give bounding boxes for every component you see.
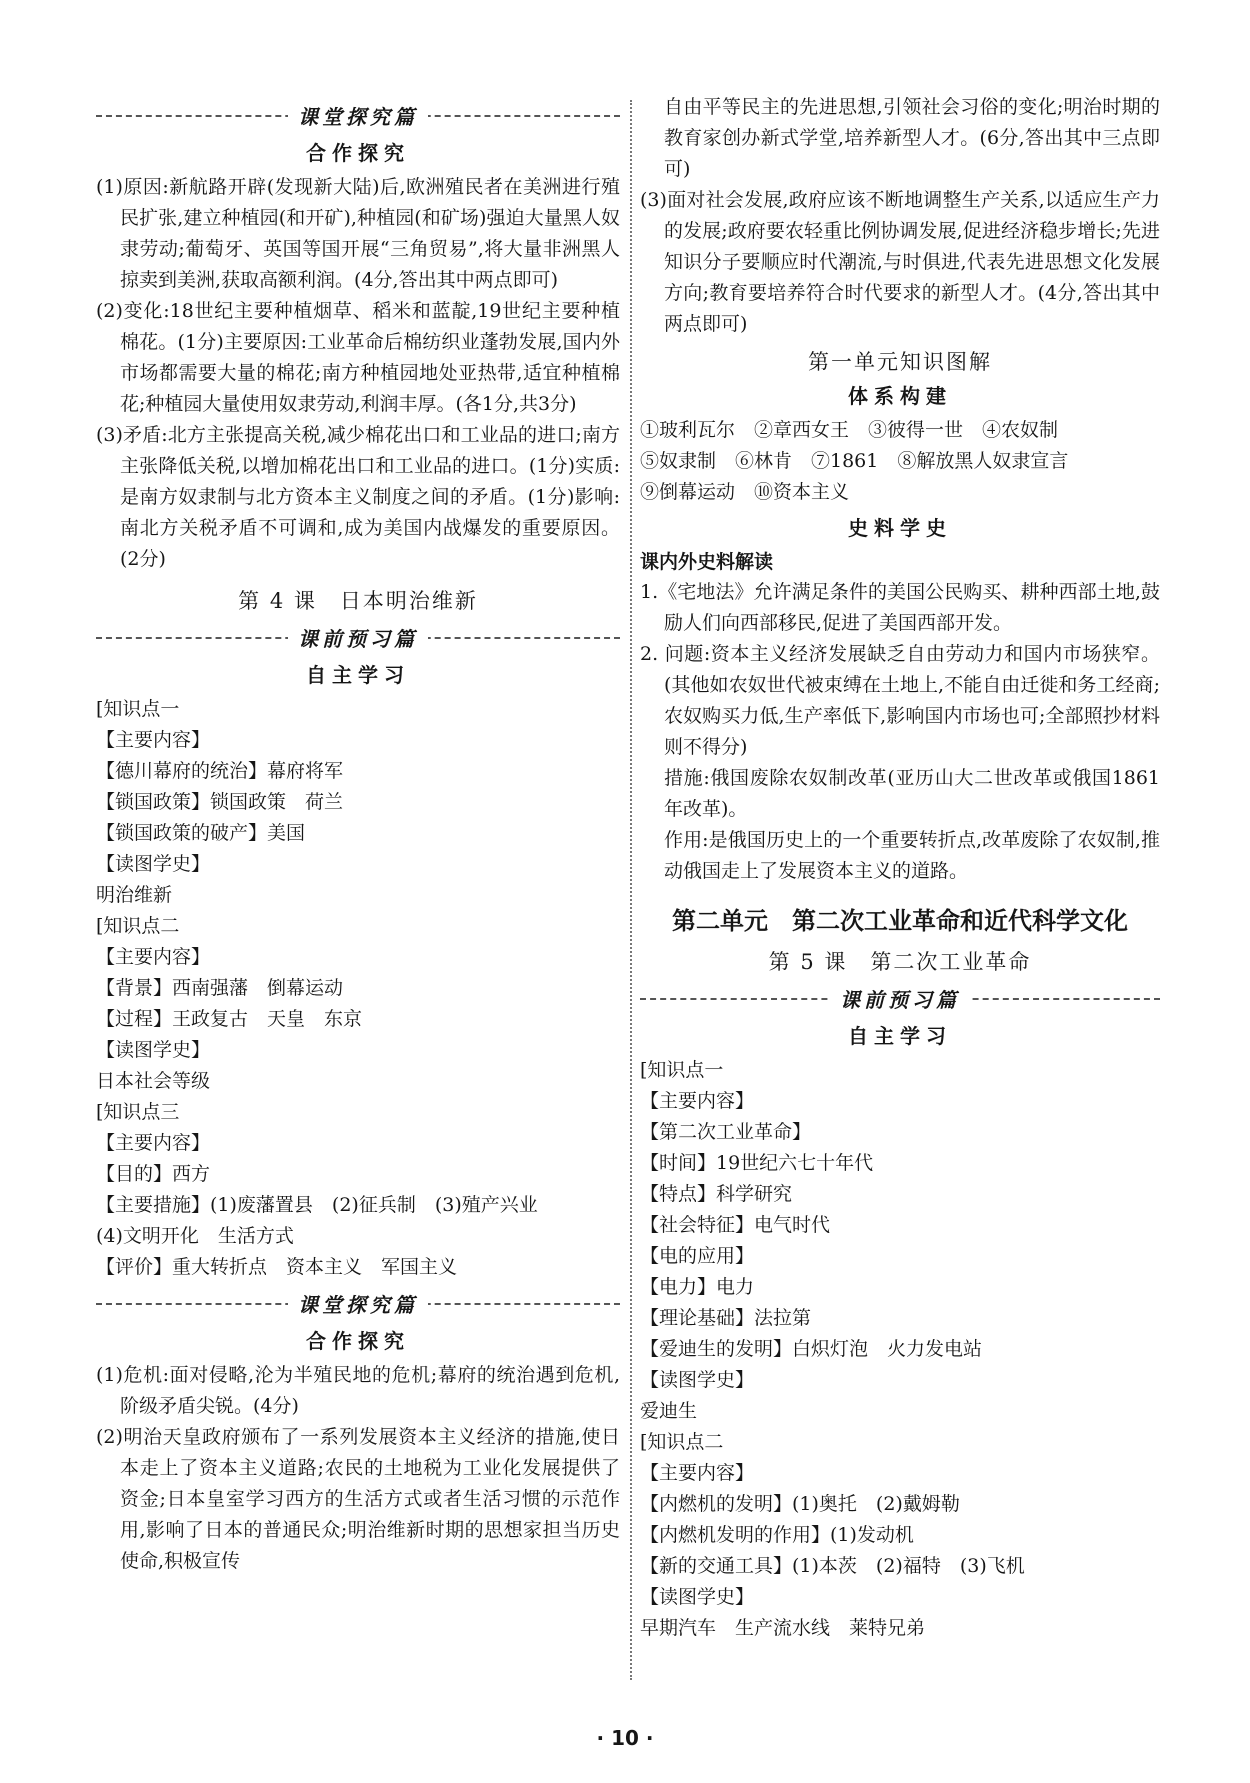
list-item: 【主要内容】 — [640, 1462, 755, 1484]
lesson-title: 第 5 课 第二次工业革命 — [768, 950, 1032, 974]
list-item: 【理论基础】法拉第 — [640, 1307, 812, 1329]
answer-paragraph: (2)明治天皇政府颁布了一系列发展资本主义经济的措施,使日本走上了资本主义道路;农民的土地税为工业化发展提供了资金;日本皇室学习西方的生活方式或者生活习惯的示范作用,影响了日本的普通民众;明治维新时期的思想家担当历史使命,积极宣传 — [96, 1426, 620, 1572]
lesson-title: 第 4 课 日本明治维新 — [238, 589, 478, 613]
right-column — [640, 92, 1160, 1644]
section-header — [96, 101, 620, 129]
list-item: [知识点二 — [640, 1431, 724, 1453]
list-item: 【背景】西南强藩 倒幕运动 — [96, 977, 344, 999]
list-item: (4)文明开化 生活方式 — [96, 1225, 294, 1247]
subsection-title: 合作探究 — [306, 141, 410, 165]
list-item: ⑨倒幕运动 ⑩资本主义 — [640, 481, 850, 503]
answer-paragraph: (3)矛盾:北方主张提高关税,减少棉花出口和工业品的进口;南方主张降低关税,以增加棉花出口和工业品的进口。(1分)实质:是南方奴隶制与北方资本主义制度之间的矛盾。(1分)影响:南北方关税矛盾不可调和,成为美国内战爆发的重要原因。(2分) — [96, 424, 620, 570]
list-item: 【内燃机发明的作用】(1)发动机 — [640, 1524, 914, 1546]
list-item: 【主要内容】 — [96, 1132, 211, 1154]
list-item: [知识点二 — [96, 915, 180, 937]
list-item: 【主要内容】 — [96, 729, 211, 751]
answer-paragraph: 措施:俄国废除农奴制改革(亚历山大二世改革或俄国1861年改革)。 — [664, 767, 1160, 820]
list-item: 【主要内容】 — [640, 1090, 755, 1112]
section-header — [96, 623, 620, 651]
list-item: 【评价】重大转折点 资本主义 军国主义 — [96, 1256, 458, 1278]
list-item: 【过程】王政复古 天皇 东京 — [96, 1008, 363, 1030]
section-title: 课堂探究篇 — [288, 101, 428, 130]
answer-paragraph: (1)原因:新航路开辟(发现新大陆)后,欧洲殖民者在美洲进行殖民扩张,建立种植园(和开矿),种植园(和矿场)强迫大量黑人奴隶劳动;葡萄牙、英国等国开展“三角贸易”,将大量非洲黑人掠卖到美洲,获取高额利润。(4分,答出其中两点即可) — [96, 176, 620, 291]
page-number: · 10 · — [596, 1726, 654, 1750]
answer-paragraph: (2)变化:18世纪主要种植烟草、稻米和蓝靛,19世纪主要种植棉花。(1分)主要原因:工业革命后棉纺织业蓬勃发展,国内外市场都需要大量的棉花;南方种植园地处亚热带,适宜种植棉花;种植园大量使用奴隶劳动,利润丰厚。(各1分,共3分) — [96, 300, 620, 415]
section-title: 课前预习篇 — [288, 623, 428, 652]
answer-paragraph: (3)面对社会发展,政府应该不断地调整生产关系,以适应生产力的发展;政府要农轻重比例协调发展,促进经济稳步增长;先进知识分子要顺应时代潮流,与时俱进,代表先进思想文化发展方向;教育要培养符合时代要求的新型人才。(4分,答出其中两点即可) — [640, 189, 1160, 335]
answer-paragraph: 作用:是俄国历史上的一个重要转折点,改革废除了农奴制,推动俄国走上了发展资本主义的道路。 — [664, 829, 1160, 882]
subsection-title: 自主学习 — [306, 663, 410, 687]
left-column — [96, 95, 620, 1577]
list-item: 早期汽车 生产流水线 莱特兄弟 — [640, 1617, 926, 1639]
section-title: 课前预习篇 — [830, 984, 970, 1013]
answer-paragraph: 自由平等民主的先进思想,引领社会习俗的变化;明治时期的教育家创办新式学堂,培养新型人才。(6分,答出其中三点即可) — [664, 96, 1160, 180]
section-header — [640, 984, 1160, 1012]
list-item: 【爱迪生的发明】白炽灯泡 火力发电站 — [640, 1338, 983, 1360]
list-item: ①玻利瓦尔 ②章西女王 ③彼得一世 ④农奴制 — [640, 419, 1059, 441]
list-item: 【内燃机的发明】(1)奥托 (2)戴姆勒 — [640, 1493, 960, 1515]
unit-title: 第二单元 第二次工业革命和近代科学文化 — [672, 907, 1128, 935]
list-item: 【读图学史】 — [96, 1039, 211, 1061]
subsection-title: 体系构建 — [848, 384, 952, 408]
section-header — [96, 1289, 620, 1317]
answer-paragraph: 2. 问题:资本主义经济发展缺乏自由劳动力和国内市场狭窄。(其他如农奴世代被束缚在土地上,不能自由迁徙和务工经商;农奴购买力低,生产率低下,影响国内市场也可;全部照抄材料则不得分) — [640, 643, 1160, 758]
list-item: [知识点一 — [640, 1059, 724, 1081]
list-item: 日本社会等级 — [96, 1070, 211, 1092]
subsection-title: 史料学史 — [848, 516, 952, 540]
material-heading: 课内外史料解读 — [640, 551, 774, 573]
list-item: 【读图学史】 — [640, 1369, 755, 1391]
list-item: 【主要内容】 — [96, 946, 211, 968]
answer-paragraph: 1.《宅地法》允许满足条件的美国公民购买、耕种西部土地,鼓励人们向西部移民,促进了美国西部开发。 — [640, 581, 1160, 634]
answer-paragraph: (1)危机:面对侵略,沦为半殖民地的危机;幕府的统治遇到危机,阶级矛盾尖锐。(4分) — [96, 1364, 620, 1417]
list-item: 【德川幕府的统治】幕府将军 — [96, 760, 344, 782]
list-item: 【时间】19世纪六七十年代 — [640, 1152, 874, 1174]
list-item: 【主要措施】(1)废藩置县 (2)征兵制 (3)殖产兴业 — [96, 1194, 538, 1216]
column-divider — [630, 100, 632, 1680]
list-item: 【锁国政策的破产】美国 — [96, 822, 306, 844]
list-item: [知识点一 — [96, 698, 180, 720]
list-item: 【电力】电力 — [640, 1276, 755, 1298]
list-item: 【目的】西方 — [96, 1163, 211, 1185]
list-item: 【读图学史】 — [640, 1586, 755, 1608]
list-item: 【特点】科学研究 — [640, 1183, 793, 1205]
subsection-title: 合作探究 — [306, 1329, 410, 1353]
list-item: 【社会特征】电气时代 — [640, 1214, 831, 1236]
subsection-title: 自主学习 — [848, 1024, 952, 1048]
list-item: 明治维新 — [96, 884, 173, 906]
list-item: 【第二次工业革命】 — [640, 1121, 812, 1143]
list-item: 【电的应用】 — [640, 1245, 755, 1267]
list-item: 【锁国政策】锁国政策 荷兰 — [96, 791, 344, 813]
section-title: 课堂探究篇 — [288, 1289, 428, 1318]
list-item: 【读图学史】 — [96, 853, 211, 875]
unit-map-title: 第一单元知识图解 — [808, 350, 992, 374]
list-item: 爱迪生 — [640, 1400, 698, 1422]
list-item: [知识点三 — [96, 1101, 180, 1123]
list-item: 【新的交通工具】(1)本茨 (2)福特 (3)飞机 — [640, 1555, 1025, 1577]
list-item: ⑤奴隶制 ⑥林肯 ⑦1861 ⑧解放黑人奴隶宣言 — [640, 450, 1069, 472]
